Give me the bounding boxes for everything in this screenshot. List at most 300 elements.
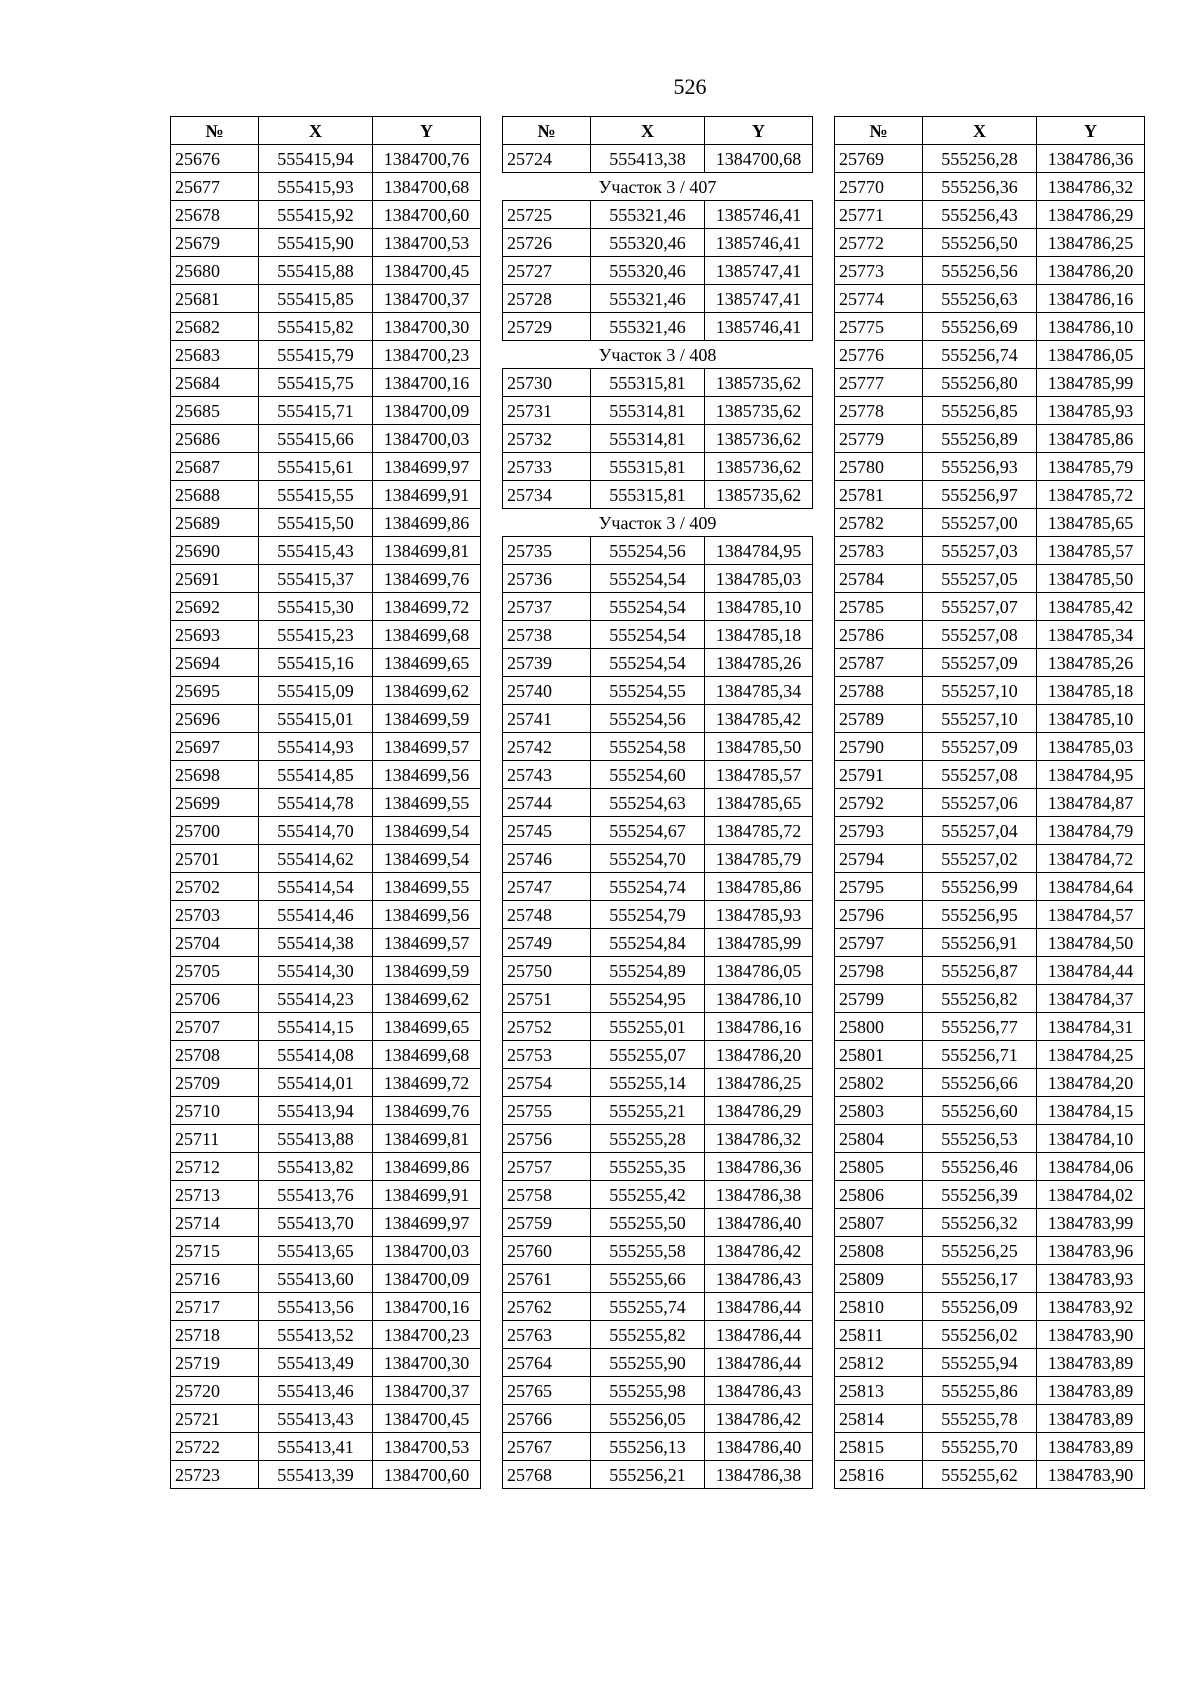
point-number: 25766 bbox=[503, 1405, 591, 1433]
y-coordinate: 1384699,54 bbox=[373, 845, 481, 873]
table-row bbox=[835, 1237, 1145, 1265]
point-number: 25720 bbox=[171, 1377, 259, 1405]
table-row bbox=[171, 313, 481, 341]
y-coordinate: 1384784,87 bbox=[1037, 789, 1145, 817]
table-row bbox=[171, 1461, 481, 1489]
table-row bbox=[835, 1069, 1145, 1097]
point-number: 25723 bbox=[171, 1461, 259, 1489]
x-coordinate: 555257,10 bbox=[923, 705, 1037, 733]
point-number: 25745 bbox=[503, 817, 591, 845]
point-number: 25754 bbox=[503, 1069, 591, 1097]
table-row bbox=[835, 1041, 1145, 1069]
y-coordinate: 1384786,10 bbox=[705, 985, 813, 1013]
x-coordinate: 555255,78 bbox=[923, 1405, 1037, 1433]
header-x: X bbox=[923, 117, 1037, 145]
table-row bbox=[503, 621, 813, 649]
x-coordinate: 555254,63 bbox=[591, 789, 705, 817]
point-number: 25815 bbox=[835, 1433, 923, 1461]
table-row bbox=[171, 593, 481, 621]
x-coordinate: 555255,58 bbox=[591, 1237, 705, 1265]
y-coordinate: 1384700,60 bbox=[373, 201, 481, 229]
x-coordinate: 555255,66 bbox=[591, 1265, 705, 1293]
y-coordinate: 1385746,41 bbox=[705, 201, 813, 229]
x-coordinate: 555254,54 bbox=[591, 565, 705, 593]
y-coordinate: 1384786,38 bbox=[705, 1181, 813, 1209]
table-row bbox=[503, 257, 813, 285]
table-row bbox=[503, 789, 813, 817]
table-row bbox=[835, 453, 1145, 481]
table-row bbox=[171, 481, 481, 509]
table-row bbox=[503, 649, 813, 677]
table-row bbox=[835, 1265, 1145, 1293]
table-row bbox=[171, 201, 481, 229]
x-coordinate: 555415,50 bbox=[259, 509, 373, 537]
point-number: 25684 bbox=[171, 369, 259, 397]
x-coordinate: 555413,38 bbox=[591, 145, 705, 173]
y-coordinate: 1384699,76 bbox=[373, 1097, 481, 1125]
x-coordinate: 555414,70 bbox=[259, 817, 373, 845]
x-coordinate: 555257,03 bbox=[923, 537, 1037, 565]
point-number: 25765 bbox=[503, 1377, 591, 1405]
y-coordinate: 1384785,10 bbox=[1037, 705, 1145, 733]
x-coordinate: 555413,52 bbox=[259, 1321, 373, 1349]
point-number: 25760 bbox=[503, 1237, 591, 1265]
point-number: 25773 bbox=[835, 257, 923, 285]
x-coordinate: 555255,28 bbox=[591, 1125, 705, 1153]
x-coordinate: 555414,15 bbox=[259, 1013, 373, 1041]
point-number: 25690 bbox=[171, 537, 259, 565]
y-coordinate: 1384700,37 bbox=[373, 1377, 481, 1405]
x-coordinate: 555414,54 bbox=[259, 873, 373, 901]
point-number: 25717 bbox=[171, 1293, 259, 1321]
x-coordinate: 555257,09 bbox=[923, 733, 1037, 761]
point-number: 25685 bbox=[171, 397, 259, 425]
point-number: 25716 bbox=[171, 1265, 259, 1293]
x-coordinate: 555320,46 bbox=[591, 229, 705, 257]
point-number: 25679 bbox=[171, 229, 259, 257]
point-number: 25774 bbox=[835, 285, 923, 313]
y-coordinate: 1384785,42 bbox=[705, 705, 813, 733]
y-coordinate: 1384786,29 bbox=[705, 1097, 813, 1125]
table-row bbox=[171, 733, 481, 761]
point-number: 25761 bbox=[503, 1265, 591, 1293]
point-number: 25799 bbox=[835, 985, 923, 1013]
point-number: 25737 bbox=[503, 593, 591, 621]
y-coordinate: 1384700,16 bbox=[373, 369, 481, 397]
y-coordinate: 1384785,18 bbox=[1037, 677, 1145, 705]
x-coordinate: 555415,71 bbox=[259, 397, 373, 425]
table-row bbox=[835, 901, 1145, 929]
table-row bbox=[171, 873, 481, 901]
point-number: 25709 bbox=[171, 1069, 259, 1097]
y-coordinate: 1384699,97 bbox=[373, 1209, 481, 1237]
table-row bbox=[835, 201, 1145, 229]
point-number: 25734 bbox=[503, 481, 591, 509]
table-row bbox=[835, 1181, 1145, 1209]
y-coordinate: 1384699,72 bbox=[373, 593, 481, 621]
table-row bbox=[835, 1321, 1145, 1349]
y-coordinate: 1384783,89 bbox=[1037, 1349, 1145, 1377]
x-coordinate: 555256,32 bbox=[923, 1209, 1037, 1237]
table-row bbox=[503, 145, 813, 173]
x-coordinate: 555413,49 bbox=[259, 1349, 373, 1377]
point-number: 25762 bbox=[503, 1293, 591, 1321]
point-number: 25770 bbox=[835, 173, 923, 201]
point-number: 25796 bbox=[835, 901, 923, 929]
point-number: 25753 bbox=[503, 1041, 591, 1069]
table-row bbox=[835, 733, 1145, 761]
x-coordinate: 555256,99 bbox=[923, 873, 1037, 901]
point-number: 25814 bbox=[835, 1405, 923, 1433]
point-number: 25787 bbox=[835, 649, 923, 677]
x-coordinate: 555320,46 bbox=[591, 257, 705, 285]
table-row bbox=[503, 313, 813, 341]
point-number: 25724 bbox=[503, 145, 591, 173]
point-number: 25746 bbox=[503, 845, 591, 873]
table-row bbox=[835, 677, 1145, 705]
x-coordinate: 555257,02 bbox=[923, 845, 1037, 873]
table-row bbox=[503, 1433, 813, 1461]
point-number: 25780 bbox=[835, 453, 923, 481]
table-row bbox=[171, 1433, 481, 1461]
point-number: 25771 bbox=[835, 201, 923, 229]
table-row bbox=[171, 621, 481, 649]
y-coordinate: 1384786,29 bbox=[1037, 201, 1145, 229]
point-number: 25712 bbox=[171, 1153, 259, 1181]
y-coordinate: 1384783,92 bbox=[1037, 1293, 1145, 1321]
table-row bbox=[503, 957, 813, 985]
x-coordinate: 555256,21 bbox=[591, 1461, 705, 1489]
table-row bbox=[503, 1237, 813, 1265]
point-number: 25733 bbox=[503, 453, 591, 481]
point-number: 25776 bbox=[835, 341, 923, 369]
y-coordinate: 1384700,23 bbox=[373, 1321, 481, 1349]
x-coordinate: 555254,54 bbox=[591, 593, 705, 621]
table-row bbox=[835, 957, 1145, 985]
point-number: 25721 bbox=[171, 1405, 259, 1433]
table-row bbox=[835, 1377, 1145, 1405]
table-row bbox=[171, 1125, 481, 1153]
x-coordinate: 555415,01 bbox=[259, 705, 373, 733]
point-number: 25790 bbox=[835, 733, 923, 761]
table-row bbox=[835, 1097, 1145, 1125]
x-coordinate: 555415,93 bbox=[259, 173, 373, 201]
table-row bbox=[171, 845, 481, 873]
coordinate-table-3 bbox=[834, 116, 1145, 1489]
y-coordinate: 1384783,90 bbox=[1037, 1461, 1145, 1489]
y-coordinate: 1384786,25 bbox=[705, 1069, 813, 1097]
table-row bbox=[835, 985, 1145, 1013]
table-row bbox=[503, 1125, 813, 1153]
y-coordinate: 1384783,99 bbox=[1037, 1209, 1145, 1237]
point-number: 25700 bbox=[171, 817, 259, 845]
point-number: 25683 bbox=[171, 341, 259, 369]
y-coordinate: 1384700,53 bbox=[373, 1433, 481, 1461]
x-coordinate: 555254,74 bbox=[591, 873, 705, 901]
y-coordinate: 1384699,65 bbox=[373, 1013, 481, 1041]
x-coordinate: 555254,79 bbox=[591, 901, 705, 929]
y-coordinate: 1384786,40 bbox=[705, 1209, 813, 1237]
point-number: 25755 bbox=[503, 1097, 591, 1125]
x-coordinate: 555415,92 bbox=[259, 201, 373, 229]
y-coordinate: 1384786,20 bbox=[705, 1041, 813, 1069]
y-coordinate: 1384699,97 bbox=[373, 453, 481, 481]
point-number: 25722 bbox=[171, 1433, 259, 1461]
point-number: 25813 bbox=[835, 1377, 923, 1405]
x-coordinate: 555414,78 bbox=[259, 789, 373, 817]
point-number: 25767 bbox=[503, 1433, 591, 1461]
table-row bbox=[503, 481, 813, 509]
point-number: 25782 bbox=[835, 509, 923, 537]
point-number: 25801 bbox=[835, 1041, 923, 1069]
y-coordinate: 1384786,40 bbox=[705, 1433, 813, 1461]
point-number: 25707 bbox=[171, 1013, 259, 1041]
y-coordinate: 1384700,09 bbox=[373, 397, 481, 425]
x-coordinate: 555255,14 bbox=[591, 1069, 705, 1097]
y-coordinate: 1384785,86 bbox=[705, 873, 813, 901]
x-coordinate: 555414,38 bbox=[259, 929, 373, 957]
table-row bbox=[503, 705, 813, 733]
table-row bbox=[503, 1097, 813, 1125]
table-row bbox=[503, 1321, 813, 1349]
x-coordinate: 555414,93 bbox=[259, 733, 373, 761]
y-coordinate: 1384784,57 bbox=[1037, 901, 1145, 929]
y-coordinate: 1384785,65 bbox=[1037, 509, 1145, 537]
y-coordinate: 1384784,50 bbox=[1037, 929, 1145, 957]
y-coordinate: 1384783,89 bbox=[1037, 1433, 1145, 1461]
y-coordinate: 1384699,56 bbox=[373, 901, 481, 929]
x-coordinate: 555415,23 bbox=[259, 621, 373, 649]
section-title: Участок 3 / 408 bbox=[503, 341, 813, 369]
point-number: 25751 bbox=[503, 985, 591, 1013]
y-coordinate: 1384785,93 bbox=[1037, 397, 1145, 425]
point-number: 25706 bbox=[171, 985, 259, 1013]
x-coordinate: 555256,36 bbox=[923, 173, 1037, 201]
x-coordinate: 555254,54 bbox=[591, 649, 705, 677]
point-number: 25710 bbox=[171, 1097, 259, 1125]
table-row bbox=[503, 873, 813, 901]
x-coordinate: 555413,70 bbox=[259, 1209, 373, 1237]
y-coordinate: 1384786,44 bbox=[705, 1349, 813, 1377]
point-number: 25695 bbox=[171, 677, 259, 705]
x-coordinate: 555256,85 bbox=[923, 397, 1037, 425]
x-coordinate: 555254,54 bbox=[591, 621, 705, 649]
y-coordinate: 1384699,62 bbox=[373, 677, 481, 705]
point-number: 25728 bbox=[503, 285, 591, 313]
header-x: X bbox=[591, 117, 705, 145]
point-number: 25688 bbox=[171, 481, 259, 509]
x-coordinate: 555413,76 bbox=[259, 1181, 373, 1209]
point-number: 25727 bbox=[503, 257, 591, 285]
point-number: 25795 bbox=[835, 873, 923, 901]
point-number: 25775 bbox=[835, 313, 923, 341]
table-row bbox=[835, 705, 1145, 733]
y-coordinate: 1384699,59 bbox=[373, 705, 481, 733]
y-coordinate: 1384784,20 bbox=[1037, 1069, 1145, 1097]
y-coordinate: 1384783,93 bbox=[1037, 1265, 1145, 1293]
table-row bbox=[835, 509, 1145, 537]
point-number: 25704 bbox=[171, 929, 259, 957]
table-row bbox=[835, 481, 1145, 509]
x-coordinate: 555255,90 bbox=[591, 1349, 705, 1377]
table-row bbox=[835, 1433, 1145, 1461]
table-row bbox=[835, 1349, 1145, 1377]
y-coordinate: 1384700,30 bbox=[373, 1349, 481, 1377]
x-coordinate: 555257,00 bbox=[923, 509, 1037, 537]
x-coordinate: 555256,09 bbox=[923, 1293, 1037, 1321]
x-coordinate: 555256,69 bbox=[923, 313, 1037, 341]
x-coordinate: 555256,28 bbox=[923, 145, 1037, 173]
point-number: 25809 bbox=[835, 1265, 923, 1293]
point-number: 25738 bbox=[503, 621, 591, 649]
table-row bbox=[835, 593, 1145, 621]
y-coordinate: 1384699,86 bbox=[373, 1153, 481, 1181]
x-coordinate: 555256,66 bbox=[923, 1069, 1037, 1097]
table-row bbox=[835, 257, 1145, 285]
x-coordinate: 555413,60 bbox=[259, 1265, 373, 1293]
y-coordinate: 1385747,41 bbox=[705, 257, 813, 285]
table-row bbox=[171, 677, 481, 705]
x-coordinate: 555414,46 bbox=[259, 901, 373, 929]
header-x: X bbox=[259, 117, 373, 145]
y-coordinate: 1384785,99 bbox=[1037, 369, 1145, 397]
page-number: 526 bbox=[673, 74, 707, 99]
table-row bbox=[835, 873, 1145, 901]
point-number: 25698 bbox=[171, 761, 259, 789]
x-coordinate: 555256,63 bbox=[923, 285, 1037, 313]
y-coordinate: 1384700,76 bbox=[373, 145, 481, 173]
y-coordinate: 1384699,65 bbox=[373, 649, 481, 677]
y-coordinate: 1384786,42 bbox=[705, 1237, 813, 1265]
table-row bbox=[503, 761, 813, 789]
x-coordinate: 555414,08 bbox=[259, 1041, 373, 1069]
y-coordinate: 1384784,95 bbox=[705, 537, 813, 565]
point-number: 25804 bbox=[835, 1125, 923, 1153]
section-title: Участок 3 / 409 bbox=[503, 509, 813, 537]
point-number: 25797 bbox=[835, 929, 923, 957]
point-number: 25757 bbox=[503, 1153, 591, 1181]
table-row bbox=[503, 929, 813, 957]
coordinate-table-2 bbox=[502, 116, 813, 1489]
y-coordinate: 1384700,09 bbox=[373, 1265, 481, 1293]
table-header-row bbox=[503, 117, 813, 145]
y-coordinate: 1384700,16 bbox=[373, 1293, 481, 1321]
coordinate-table-1 bbox=[170, 116, 481, 1489]
table-row bbox=[503, 369, 813, 397]
point-number: 25793 bbox=[835, 817, 923, 845]
y-coordinate: 1384785,50 bbox=[1037, 565, 1145, 593]
x-coordinate: 555415,90 bbox=[259, 229, 373, 257]
table-row bbox=[503, 229, 813, 257]
point-number: 25741 bbox=[503, 705, 591, 733]
point-number: 25794 bbox=[835, 845, 923, 873]
point-number: 25740 bbox=[503, 677, 591, 705]
y-coordinate: 1385735,62 bbox=[705, 369, 813, 397]
table-row bbox=[171, 425, 481, 453]
table-row bbox=[171, 1013, 481, 1041]
x-coordinate: 555255,82 bbox=[591, 1321, 705, 1349]
y-coordinate: 1384786,38 bbox=[705, 1461, 813, 1489]
point-number: 25687 bbox=[171, 453, 259, 481]
table-row bbox=[503, 733, 813, 761]
x-coordinate: 555415,88 bbox=[259, 257, 373, 285]
table-row bbox=[835, 789, 1145, 817]
table-row bbox=[503, 901, 813, 929]
header-y: Y bbox=[1037, 117, 1145, 145]
y-coordinate: 1384785,42 bbox=[1037, 593, 1145, 621]
point-number: 25691 bbox=[171, 565, 259, 593]
table-row bbox=[503, 1069, 813, 1097]
x-coordinate: 555413,56 bbox=[259, 1293, 373, 1321]
y-coordinate: 1384784,44 bbox=[1037, 957, 1145, 985]
x-coordinate: 555256,87 bbox=[923, 957, 1037, 985]
y-coordinate: 1385735,62 bbox=[705, 481, 813, 509]
table-row bbox=[503, 285, 813, 313]
x-coordinate: 555415,82 bbox=[259, 313, 373, 341]
x-coordinate: 555415,61 bbox=[259, 453, 373, 481]
x-coordinate: 555256,91 bbox=[923, 929, 1037, 957]
point-number: 25718 bbox=[171, 1321, 259, 1349]
point-number: 25744 bbox=[503, 789, 591, 817]
y-coordinate: 1385736,62 bbox=[705, 453, 813, 481]
x-coordinate: 555256,25 bbox=[923, 1237, 1037, 1265]
y-coordinate: 1384699,57 bbox=[373, 929, 481, 957]
table-row bbox=[835, 565, 1145, 593]
y-coordinate: 1384699,54 bbox=[373, 817, 481, 845]
x-coordinate: 555254,58 bbox=[591, 733, 705, 761]
y-coordinate: 1384699,59 bbox=[373, 957, 481, 985]
x-coordinate: 555257,08 bbox=[923, 621, 1037, 649]
table-row bbox=[171, 1377, 481, 1405]
table-row bbox=[171, 649, 481, 677]
table-row bbox=[835, 845, 1145, 873]
point-number: 25735 bbox=[503, 537, 591, 565]
table-row bbox=[171, 929, 481, 957]
y-coordinate: 1384784,02 bbox=[1037, 1181, 1145, 1209]
y-coordinate: 1384783,90 bbox=[1037, 1321, 1145, 1349]
point-number: 25682 bbox=[171, 313, 259, 341]
table-row bbox=[171, 1321, 481, 1349]
table-row bbox=[171, 1237, 481, 1265]
x-coordinate: 555255,86 bbox=[923, 1377, 1037, 1405]
x-coordinate: 555257,09 bbox=[923, 649, 1037, 677]
table-row bbox=[503, 677, 813, 705]
x-coordinate: 555314,81 bbox=[591, 397, 705, 425]
x-coordinate: 555256,77 bbox=[923, 1013, 1037, 1041]
table-row bbox=[835, 537, 1145, 565]
point-number: 25807 bbox=[835, 1209, 923, 1237]
y-coordinate: 1384785,57 bbox=[705, 761, 813, 789]
table-row bbox=[171, 1349, 481, 1377]
point-number: 25764 bbox=[503, 1349, 591, 1377]
x-coordinate: 555414,30 bbox=[259, 957, 373, 985]
header-number: № bbox=[835, 117, 923, 145]
y-coordinate: 1384700,45 bbox=[373, 1405, 481, 1433]
y-coordinate: 1384786,25 bbox=[1037, 229, 1145, 257]
x-coordinate: 555257,06 bbox=[923, 789, 1037, 817]
point-number: 25697 bbox=[171, 733, 259, 761]
point-number: 25705 bbox=[171, 957, 259, 985]
x-coordinate: 555256,56 bbox=[923, 257, 1037, 285]
point-number: 25759 bbox=[503, 1209, 591, 1237]
y-coordinate: 1384784,79 bbox=[1037, 817, 1145, 845]
x-coordinate: 555256,05 bbox=[591, 1405, 705, 1433]
section-row bbox=[503, 173, 813, 201]
x-coordinate: 555255,35 bbox=[591, 1153, 705, 1181]
y-coordinate: 1384786,05 bbox=[705, 957, 813, 985]
y-coordinate: 1384785,10 bbox=[705, 593, 813, 621]
x-coordinate: 555256,82 bbox=[923, 985, 1037, 1013]
